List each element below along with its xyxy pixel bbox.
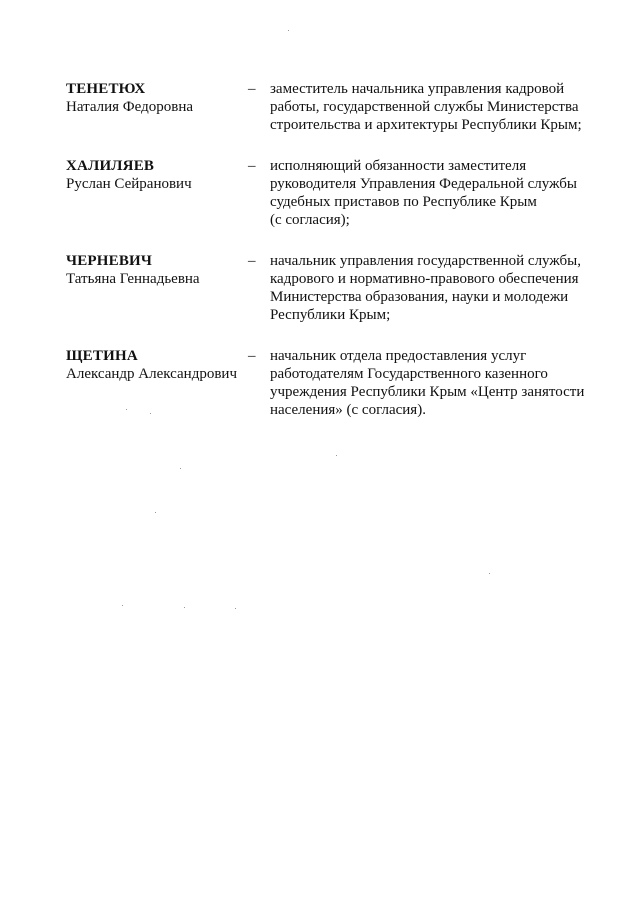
member-given-name: Руслан Сейранович (66, 176, 192, 192)
member-position: исполняющий обязанности заместителя руководителя Управления Федеральной службы судебных приставов по Республике Крым (с согласия); (270, 158, 577, 228)
member-position: начальник отдела предоставления услуг работодателям Государственного казенного учреждения Республики Крым «Центр занятости населения» (с согласия). (270, 348, 585, 418)
member-given-name: Наталия Федоровна (66, 99, 194, 115)
scan-speckle (126, 409, 127, 410)
member-surname: ЩЕТИНА (66, 348, 138, 364)
member-surname: ХАЛИЛЯЕВ (66, 158, 155, 174)
member-surname: ЧЕРНЕВИЧ (66, 253, 153, 269)
member-list (66, 80, 596, 442)
member-name (66, 80, 246, 116)
dash-separator: – (248, 253, 256, 269)
scan-speckle (150, 413, 151, 414)
dash-separator: – (248, 348, 256, 364)
dash-separator: – (248, 81, 256, 97)
member-given-name: Татьяна Геннадьевна (66, 271, 200, 287)
scan-speckle (122, 605, 123, 606)
scan-speckle (180, 468, 181, 469)
member-position: заместитель начальника управления кадровой работы, государственной службы Министерства строительства и архитектуры Республики Крым; (270, 81, 582, 133)
list-item (66, 80, 596, 134)
scan-speckle (235, 608, 236, 609)
member-position: начальник управления государственной службы, кадрового и нормативно-правового обеспечения Министерства образования, науки и молодежи Республики Крым; (270, 253, 581, 323)
list-item (66, 347, 596, 419)
member-given-name: Александр Александрович (66, 366, 237, 382)
scan-speckle (184, 607, 185, 608)
list-item (66, 252, 596, 324)
member-name (66, 157, 246, 193)
scan-speckle (155, 512, 156, 513)
member-surname: ТЕНЕТЮХ (66, 81, 146, 97)
list-item (66, 157, 596, 229)
dash-separator: – (248, 158, 256, 174)
scan-speckle (288, 30, 289, 31)
scan-speckle (336, 455, 337, 456)
member-name (66, 347, 246, 383)
member-name (66, 252, 246, 288)
scan-speckle (489, 573, 490, 574)
